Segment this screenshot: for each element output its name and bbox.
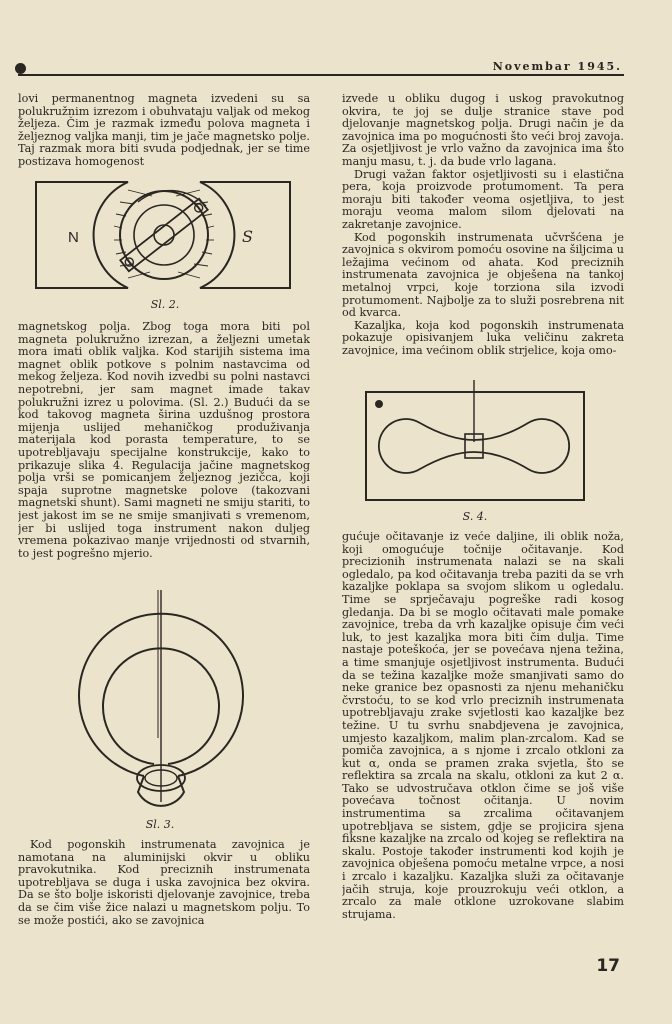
figure-4-caption: S. 4. xyxy=(462,510,488,523)
page-number: 17 xyxy=(596,956,620,976)
figure-2-caption: Sl. 2. xyxy=(150,298,180,311)
figure-3-coil-diagram xyxy=(58,588,264,810)
paragraph: gućuje očitavanje iz veće daljine, ili oblik noža, koji omogućuje točnije očitavanje. Kod precizionih instrumenata nalazi se na skali ogledalo, pa kod očitavanja treba paziti da se vrh kazaljke poklapa sa svojom slikom u ogledalu. Time se sprječavaju pogreške radi kosog gledanja. Da bi se moglo očitavati male pomake zavojnice, treba da vrh kazaljke opisuje čim veći luk, to jest kazaljka mora biti čim dulja. Time nastaje poteškoća, jer se povećava njena težina, a time smanjuje osjetljivost instrumenta. Budući da se težina kazaljke može smanjivati samo do neke granice bez opasnosti za njenu mehaničku čvrstoću, to se kod vrlo preciznih instrumenata upotrebljavaju zrake svjetlosti kao kazaljke bez težine. U tu svrhu snabdjevena je zavojnica, umjesto kazaljkom, malim plan-zrcalom. Kad se pomiča zavojnica, a s njome i zrcalo otkloni za kut α, onda se pramen zraka svjetla, što se reflektira sa zrcala na skalu, otkloni za kut 2 α. Tako se udvostručava otklon čime se još više povećava točnost očitanja. U novim instrumentima sa zrcalima očitavanjem upotrebljava se sistem, gdje se projicira sjena fiksne kazaljke na zrcalo od kojeg se reflektira na skalu. Postoje također instrumenti kod kojih je zavojnica obješena pomoću metalne vrpce, a nosi i zrcalo i kazaljku. Kazaljka služi za očitavanje jačih struja, koje prouzrokuju veći otklon, a zrcalo za male otklone uzrokovane slabim strujama. xyxy=(342,531,624,921)
figure-2-magnet-diagram xyxy=(30,176,296,296)
left-text-block-2 xyxy=(18,321,310,601)
paragraph: lovi permanentnog magneta izvedeni su sa polukružnim izrezom i obuhvataju valjak od mekog željeza. Čim je razmak između polova magneta i željeznog valjka manji, tim je jače magnetsko polje. Taj razmak mora biti svuda podjednak, jer se time postizava homogenost xyxy=(18,93,310,168)
right-text-block-1 xyxy=(342,93,624,371)
pole-s-label: S xyxy=(242,227,253,246)
left-text-block-1 xyxy=(18,93,310,171)
paragraph: magnetskog polja. Zbog toga mora biti pol magneta polukružno izrezan, a željezni umetak mora imati oblik valjka. Kod starijih sistema ima magnet oblik potkove s polnim nastavcima od mekog željeza. Kod novih izvedbi su polni nastavci nepotrebni, jer sam magnet imade takav polukružni izrez u polovima. (Sl. 2.) Budući da se kod takovog magneta širina uzdušnog prostora mijenja uslijed mehaničkog produživanja materijala kod porasta temperature, to se upotrebljavaju specijalne konstrukcije, kako to prikazuje slika 4. Regulacija jačine magnetskog polja vrši se pomicanjem željeznog jezičca, koji spaja suprotne magnetske polove (takozvani magnetski shunt). Sami magneti ne smiju stariti, to jest jakost im se ne smije smanjivati s vremenom, jer bi uslijed toga instrument nakon duljeg vremena pokazivao manje vrijednosti od stvarnih, to jest pogrešno mjerio. xyxy=(18,321,310,560)
paragraph: Drugi važan faktor osjetljivosti su i elastična pera, koja proizvode protumoment. Ta pera moraju biti također veoma osjetljiva, to jest moraju veoma malom silom djelovati na zakretanje zavojnice. xyxy=(342,167,624,231)
header-rule xyxy=(18,74,624,76)
header-date: Novembar 1945. xyxy=(492,60,622,73)
header-bullet xyxy=(15,63,26,74)
right-text-block-2 xyxy=(342,531,624,936)
pole-n-label: N xyxy=(68,229,79,246)
paragraph: Kod pogonskih instrumenata zavojnica je namotana na aluminijski okvir u obliku pravokutnika. Kod preciznih instrumenata upotrebljava se duga i uska zavojnica bez okvira. Da se što bolje iskoristi djelovanje zavojnice, treba da se čim više žice nalazi u magnetskom polju. To se može postići, ako se zavojnica xyxy=(18,839,310,927)
left-text-block-3 xyxy=(18,839,310,939)
paragraph: Kazaljka, koja kod pogonskih instrumenata pokazuje opisivanjem luka veličinu zakreta zavojnice, ima većinom oblik strjelice, koja omo- xyxy=(342,318,624,357)
figure-3-caption: Sl. 3. xyxy=(145,818,175,831)
figure-4-magnet-shunt-diagram xyxy=(362,378,588,504)
paragraph: izvede u obliku dugog i uskog pravokutnog okvira, te joj se dulje stranice stave pod djelovanje magnetskog polja. Drugi način je da zavojnica ima po mogućnosti što veći broj zavoja. Za osjetljivost je vrlo važno da zavojnica ima što manju masu, t. j. da bude vrlo lagana. xyxy=(342,93,624,168)
paragraph: Kod pogonskih instrumenata učvršćena je zavojnica s okvirom pomoću osovine na šiljcima u ležajima većinom od ahata. Kod preciznih instrumenata zavojnica je obješena na tankoj metalnoj vrpci, koje torziona sila izvodi protumoment. Najbolje za to služi posrebrena nit od kvarca. xyxy=(342,230,624,320)
